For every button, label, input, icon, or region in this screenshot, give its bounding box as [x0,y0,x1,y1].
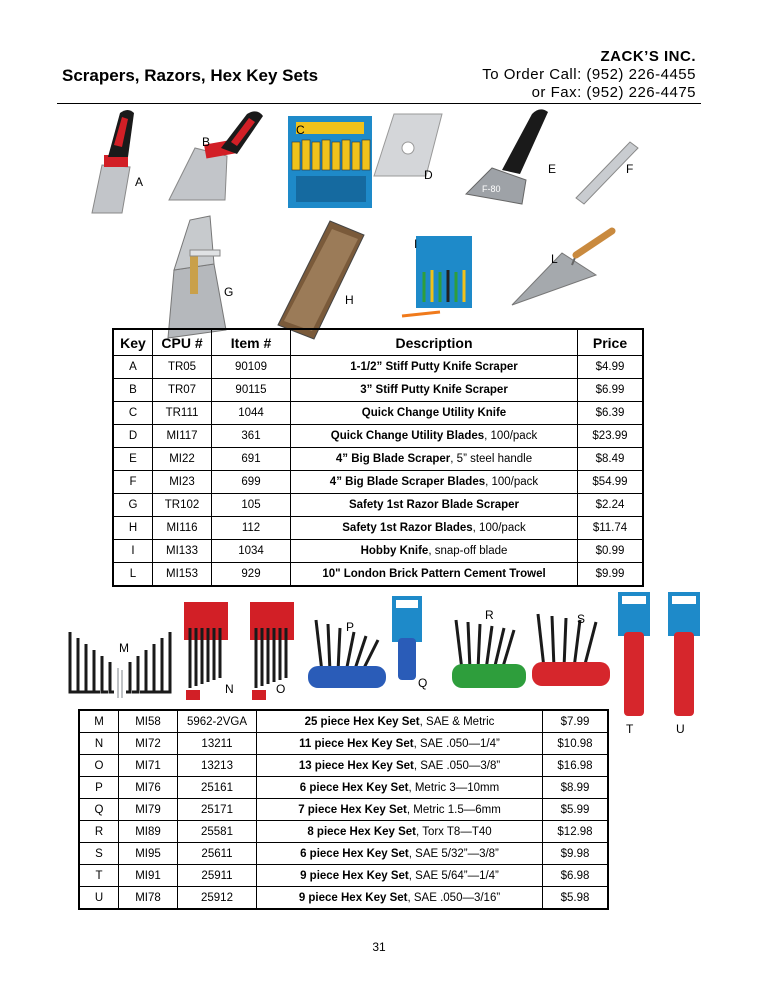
table-row [79,887,608,910]
cell-key: M [79,710,119,733]
image-label-a: A [135,175,144,189]
cell-description [291,448,578,471]
col-cpu: CPU # [153,329,212,356]
cell-price: $5.99 [543,799,609,821]
description-bold: 9 piece Hex Key Set [298,891,408,904]
description-detail: , 5” steel handle [450,453,533,465]
svg-text:F-80: F-80 [482,184,501,194]
cell-description [257,733,543,755]
cement-trowel-l-image [508,225,618,310]
table-header-row [113,329,643,356]
cell-key: N [79,733,119,755]
table-row [113,517,643,540]
col-key: Key [113,329,153,356]
cell-cpu: MI23 [153,471,212,494]
order-phone: To Order Call: (952) 226-4455 [482,66,696,83]
table-row [113,425,643,448]
image-label-o: O [276,682,286,696]
razor-blade-scraper-g-image [160,210,250,344]
description-detail: , Metric 3—10mm [408,781,500,794]
cell-description [257,843,543,865]
table-row [113,494,643,517]
fold-hex-set-t-image [614,588,654,720]
page-number: 31 [372,940,386,954]
description-detail: , SAE & Metric [419,715,495,728]
cell-item: 361 [212,425,291,448]
cell-key: A [113,356,153,379]
table-row [113,448,643,471]
fold-hex-set-r-image [448,610,530,692]
table-row [79,710,608,733]
cell-item: 13211 [178,733,257,755]
cell-key: C [113,402,153,425]
table-row [79,733,608,755]
cell-item: 13213 [178,755,257,777]
description-detail: , Metric 1.5—6mm [406,803,501,816]
description-detail: , Torx T8—T40 [416,825,492,838]
description-bold: 7 piece Hex Key Set [298,803,407,816]
image-label-n: N [225,682,234,696]
cell-description [291,356,578,379]
cell-cpu: TR07 [153,379,212,402]
cell-cpu: TR111 [153,402,212,425]
page-title: Scrapers, Razors, Hex Key Sets [62,66,319,85]
description-bold: 9 piece Hex Key Set [300,869,409,882]
cell-description [291,563,578,587]
cell-price: $8.49 [578,448,644,471]
image-label-c: C [296,123,305,137]
description-detail: , SAE 5/64”—1/4” [408,869,499,882]
cell-price: $12.98 [543,821,609,843]
utility-blade-d-image [368,110,448,180]
cell-price: $9.98 [543,843,609,865]
fold-hex-set-u-image [664,588,704,720]
table-row [113,563,643,587]
image-label-q: Q [418,676,428,690]
cell-cpu: MI153 [153,563,212,587]
description-detail: , SAE .050—3/16” [407,891,501,904]
description-bold: 8 piece Hex Key Set [307,825,417,838]
hex-key-price-table [78,709,609,910]
description-bold: 11 piece Hex Key Set [299,737,414,750]
cell-key: D [113,425,153,448]
table-row [113,540,643,563]
cell-key: H [113,517,153,540]
table-row [113,471,643,494]
cell-description [257,865,543,887]
cell-key: I [113,540,153,563]
col-item: Item # [212,329,291,356]
description-detail: , SAE .050—3/8” [413,759,501,772]
cell-description [291,540,578,563]
description-bold: 10" London Brick Pattern Cement Trowel [322,568,546,580]
cell-key: R [79,821,119,843]
cell-item: 25581 [178,821,257,843]
cell-item: 1034 [212,540,291,563]
table-row [79,755,608,777]
cell-cpu: MI78 [119,887,178,910]
image-label-u: U [676,722,685,736]
description-bold: Quick Change Utility Blades [330,430,485,442]
big-blade-scraper-e-image [462,104,562,208]
cell-description [291,471,578,494]
image-label-t: T [626,722,634,736]
description-bold: Safety 1st Razor Blade Scraper [348,499,520,511]
cell-description [291,402,578,425]
description-detail: , SAE 5/32”—3/8” [408,847,499,860]
table-row [79,777,608,799]
cell-description [291,379,578,402]
cell-key: E [113,448,153,471]
razor-blades-pack-h-image [270,215,370,340]
cell-cpu: MI91 [119,865,178,887]
putty-knife-a-image [80,105,160,215]
table-row [79,799,608,821]
cell-key: L [113,563,153,587]
cell-item: 929 [212,563,291,587]
image-label-s: S [577,612,586,626]
table-row [79,865,608,887]
cell-item: 25171 [178,799,257,821]
cell-cpu: MI72 [119,733,178,755]
cell-item: 105 [212,494,291,517]
description-bold: Hobby Knife [360,545,429,557]
fold-hex-set-s-image [528,606,614,690]
description-bold: 13 piece Hex Key Set [298,759,414,772]
description-bold: 4” Big Blade Scraper [335,453,451,465]
image-label-p: P [346,620,355,634]
cell-item: 90115 [212,379,291,402]
cell-item: 691 [212,448,291,471]
description-bold: 6 piece Hex Key Set [300,847,409,860]
company-name: ZACK’S INC. [600,48,696,65]
cell-item: 699 [212,471,291,494]
description-bold: Quick Change Utility Knife [361,407,507,419]
description-bold: 3” Stiff Putty Knife Scraper [360,384,508,396]
cell-description [291,517,578,540]
col-price: Price [578,329,644,356]
description-bold: 6 piece Hex Key Set [299,781,409,794]
cell-price: $6.39 [578,402,644,425]
image-label-l: L [551,252,558,266]
table-row [79,821,608,843]
cell-price: $9.99 [578,563,644,587]
cell-cpu: TR05 [153,356,212,379]
description-bold: 1-1/2” Stiff Putty Knife Scraper [350,361,518,373]
cell-key: F [113,471,153,494]
cell-key: O [79,755,119,777]
table-row [113,356,643,379]
image-label-r: R [485,608,494,622]
cell-cpu: MI79 [119,799,178,821]
table-row [113,402,643,425]
table-row [79,843,608,865]
cell-description [257,821,543,843]
cell-cpu: MI58 [119,710,178,733]
cell-cpu: TR102 [153,494,212,517]
col-description: Description [291,329,578,356]
cell-price: $54.99 [578,471,644,494]
cell-description [291,425,578,448]
cell-item: 5962-2VGA [178,710,257,733]
description-bold: 4” Big Blade Scraper Blades [329,476,486,488]
image-label-g: G [224,285,234,299]
cell-price: $11.74 [578,517,644,540]
cell-price: $8.99 [543,777,609,799]
hobby-knife-display-i-image [400,232,480,322]
cell-item: 1044 [212,402,291,425]
cell-description [257,710,543,733]
cell-description [257,887,543,910]
cell-item: 25611 [178,843,257,865]
description-detail: , 100/pack [485,476,539,488]
cell-price: $5.98 [543,887,609,910]
cell-item: 25161 [178,777,257,799]
cell-key: T [79,865,119,887]
company-block [482,48,696,102]
hex-key-set-m-image [60,612,180,704]
description-detail: , 100/pack [472,522,526,534]
cell-key: B [113,379,153,402]
cell-price: $7.99 [543,710,609,733]
description-detail: , SAE .050—1/4” [413,737,500,750]
cell-price: $2.24 [578,494,644,517]
cell-cpu: MI133 [153,540,212,563]
cell-cpu: MI76 [119,777,178,799]
fold-hex-set-q-image [388,592,428,684]
description-detail: , 100/pack [484,430,538,442]
cell-description [257,799,543,821]
cell-description [257,777,543,799]
putty-knife-b-image [165,108,270,203]
hex-key-set-o-image [242,598,302,702]
order-fax: or Fax: (952) 226-4475 [531,84,696,101]
header-divider [57,103,701,104]
cell-key: U [79,887,119,910]
image-label-h: H [345,293,354,307]
cell-cpu: MI71 [119,755,178,777]
description-bold: 25 piece Hex Key Set [304,715,420,728]
image-label-i: I [414,237,418,251]
cell-item: 90109 [212,356,291,379]
cell-key: Q [79,799,119,821]
description-detail: , snap-off blade [428,545,508,557]
cell-cpu: MI116 [153,517,212,540]
scrapers-price-table [112,328,644,587]
cell-key: S [79,843,119,865]
cell-price: $16.98 [543,755,609,777]
cell-price: $4.99 [578,356,644,379]
cell-description [257,755,543,777]
image-label-d: D [424,168,433,182]
cell-price: $10.98 [543,733,609,755]
table-row [113,379,643,402]
cell-item: 25912 [178,887,257,910]
cell-item: 112 [212,517,291,540]
cell-price: $6.98 [543,865,609,887]
image-label-m: M [119,641,129,655]
cell-cpu: MI22 [153,448,212,471]
cell-price: $0.99 [578,540,644,563]
cell-cpu: MI95 [119,843,178,865]
image-label-f: F [626,162,634,176]
cell-item: 25911 [178,865,257,887]
cell-key: G [113,494,153,517]
cell-description [291,494,578,517]
image-label-b: B [202,135,211,149]
cell-cpu: MI89 [119,821,178,843]
cell-cpu: MI117 [153,425,212,448]
cell-key: P [79,777,119,799]
cell-price: $23.99 [578,425,644,448]
cell-price: $6.99 [578,379,644,402]
description-bold: Safety 1st Razor Blades [342,522,473,534]
image-label-e: E [548,162,557,176]
